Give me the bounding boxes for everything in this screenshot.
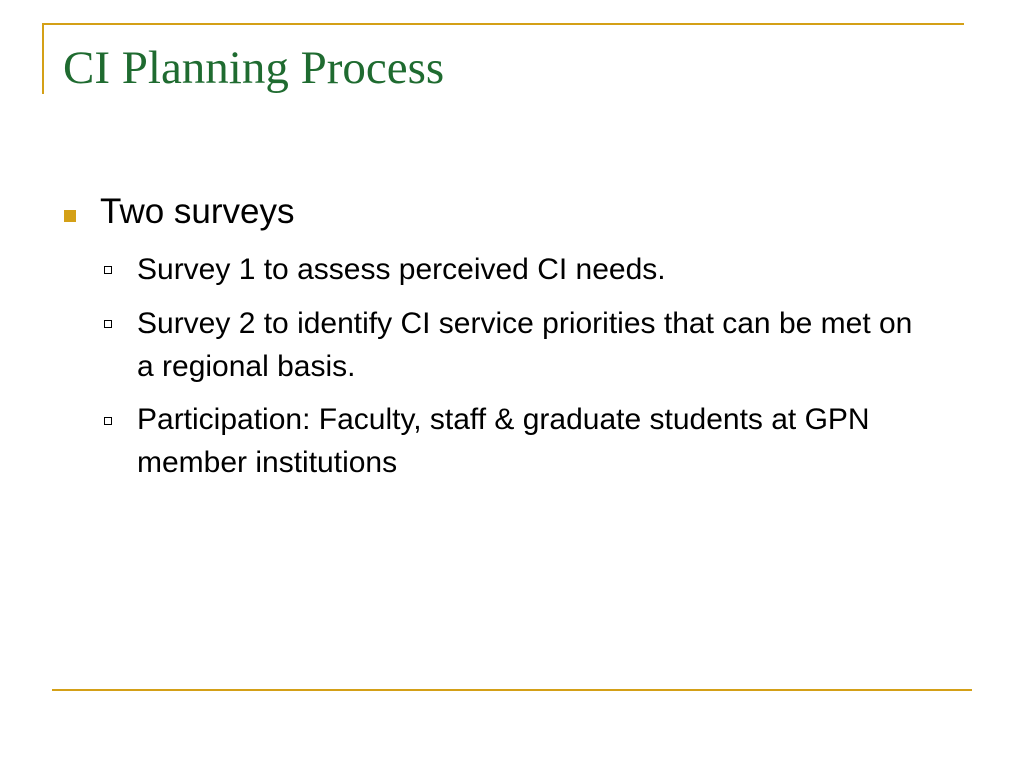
bottom-divider-line [52,689,972,691]
bullet-two-surveys: Two surveys [100,192,295,231]
title-frame-top-line [42,23,964,25]
title-frame-left-line [42,23,44,94]
hollow-square-bullet-icon [104,320,112,328]
hollow-square-bullet-icon [104,266,112,274]
subbullet-survey-2: Survey 2 to identify CI service priorities that can be met on a regional basis. [137,307,913,383]
subbullet-survey-1: Survey 1 to assess perceived CI needs. [137,253,666,286]
slide-title: CI Planning Process [63,42,445,94]
square-bullet-icon [64,210,76,222]
hollow-square-bullet-icon [104,417,112,425]
subbullet-participation: Participation: Faculty, staff & graduate students at GPN member institutions [137,403,870,479]
